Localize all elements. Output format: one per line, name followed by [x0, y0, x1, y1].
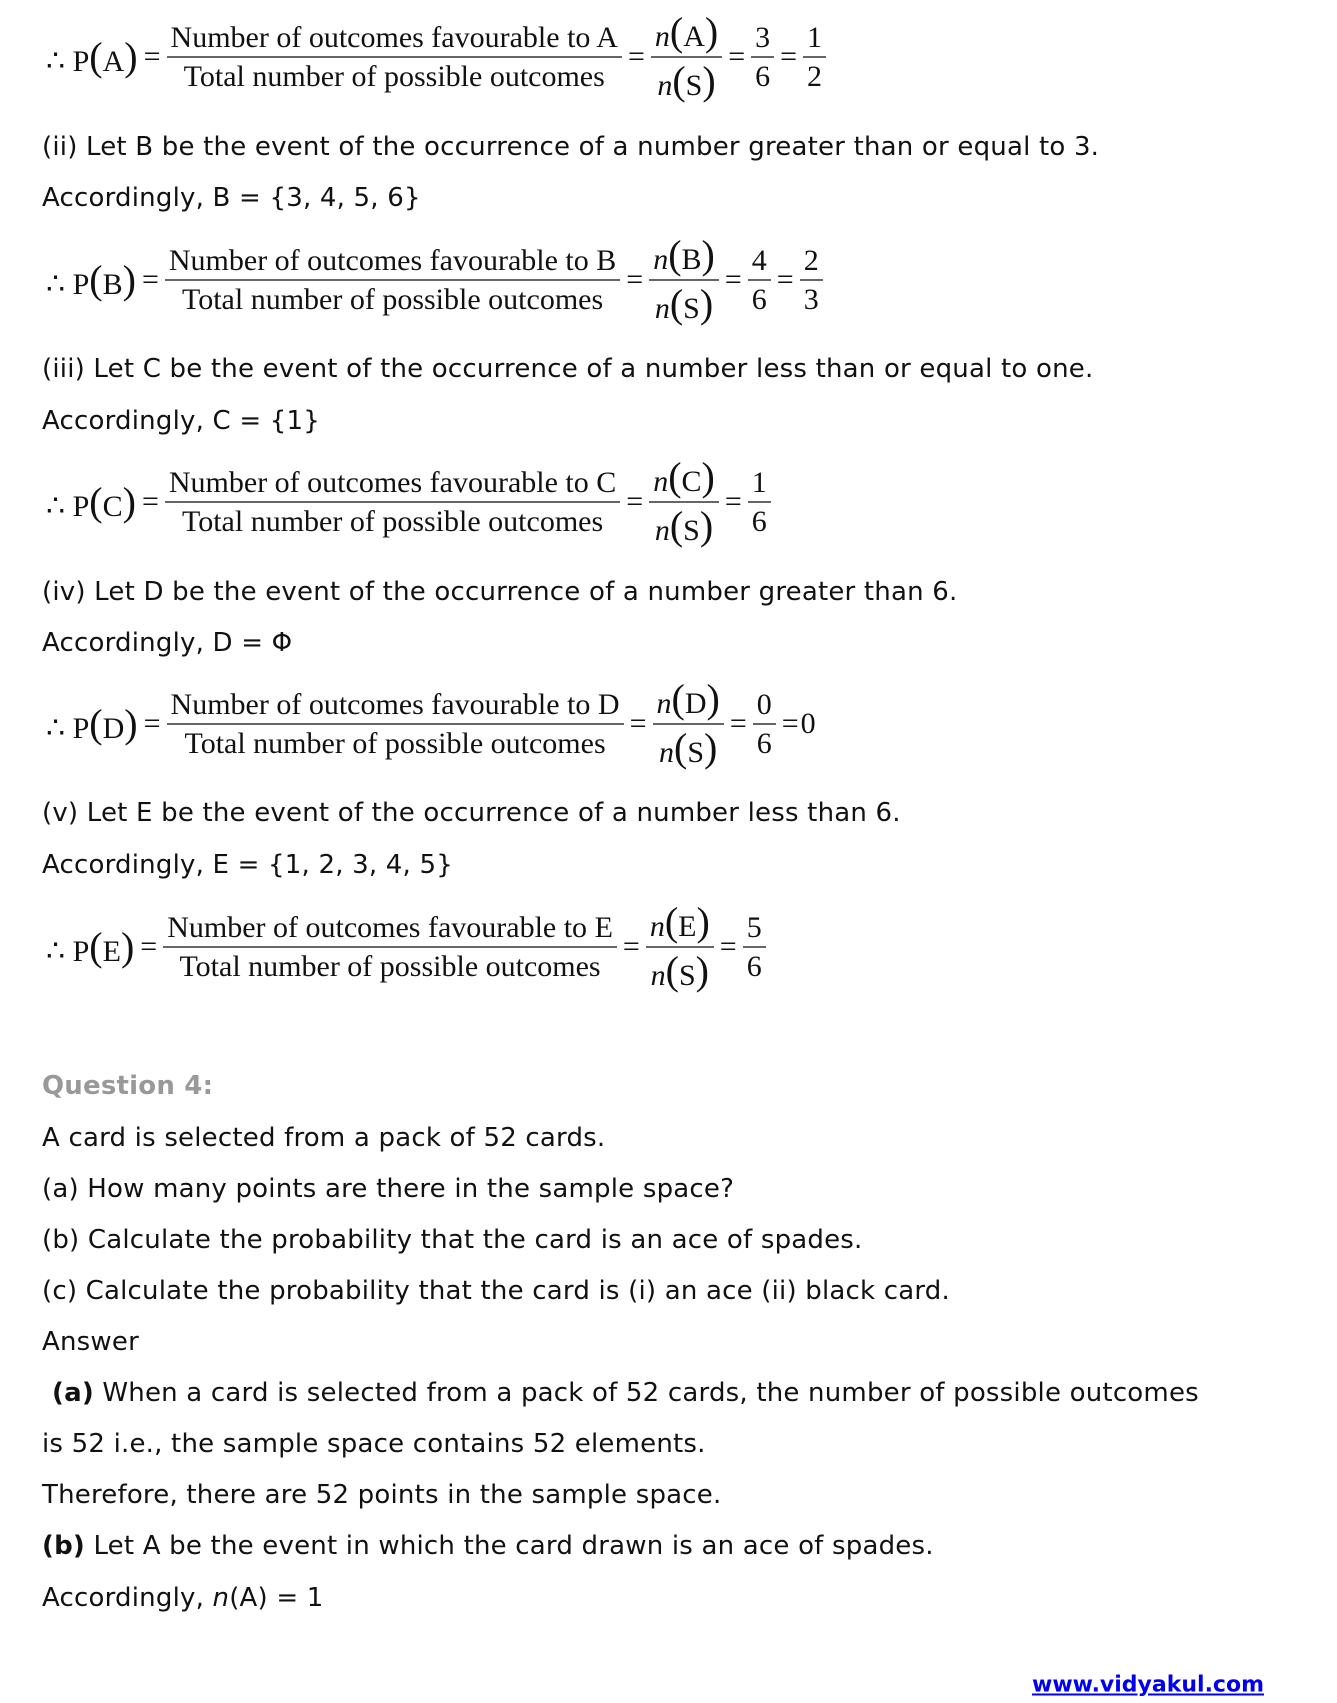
value-denominator: 6: [755, 59, 771, 93]
paren-open: (: [89, 478, 103, 524]
main-fraction: [167, 689, 624, 759]
equals-sign: =: [622, 930, 640, 963]
formula-lhs: [46, 701, 138, 748]
denominator: Total number of possible outcomes: [181, 282, 604, 316]
equals-sign: =: [626, 485, 644, 518]
count-fraction: [653, 675, 724, 770]
n-symbol: n: [653, 242, 669, 276]
numerator: [165, 467, 620, 501]
answer-label: Answer: [42, 1327, 139, 1357]
numerator-event: B: [596, 244, 617, 277]
question-4-heading: Question 4:: [42, 1071, 214, 1101]
numerator-text: Number of outcomes favourable to: [167, 911, 588, 944]
question-stem: A card is selected from a pack of 52 cards.: [42, 1123, 606, 1153]
value-denominator: 2: [807, 59, 823, 93]
part-ii-text: (ii) Let B be the event of the occurrence of a number greater than or equal to 3.: [42, 132, 1100, 162]
equals-sign: =: [729, 707, 747, 740]
n-symbol: n: [653, 464, 669, 498]
paren-close: ): [122, 256, 136, 302]
answer-b-label: (b): [42, 1531, 85, 1561]
equals-sign: =: [776, 263, 794, 296]
count-fraction: [651, 8, 722, 103]
formula-p-c: [46, 453, 775, 548]
formula-p-b: [46, 231, 827, 326]
answer-a-label: (a): [52, 1378, 94, 1408]
formula-lhs: [46, 34, 138, 81]
value-numerator: 1: [807, 21, 823, 54]
n-symbol: n: [656, 686, 672, 720]
paren-close: ): [120, 923, 135, 969]
paren-open: (: [89, 700, 103, 746]
numerator-text: Number of outcomes favourable to: [168, 244, 589, 277]
paren-open: (: [664, 898, 679, 944]
count-numerator: [649, 231, 719, 279]
event-symbol: D: [102, 711, 125, 745]
question-part-a: (a) How many points are there in the sample space?: [42, 1174, 735, 1204]
formula-p-a: [46, 8, 830, 103]
formula-p-e: [46, 898, 770, 993]
count-fraction: [646, 898, 714, 993]
formula-lhs: [46, 257, 136, 304]
paren-open: (: [665, 947, 679, 993]
equals-sign: =: [140, 930, 158, 963]
numerator-event: D: [597, 688, 620, 721]
paren-close: ): [124, 33, 138, 79]
numerator: [163, 912, 617, 946]
answer-a-conclusion: Therefore, there are 52 points in the sample space.: [42, 1480, 722, 1510]
event-symbol: A: [102, 44, 125, 78]
value-denominator: 6: [746, 949, 762, 983]
numerator-event: A: [596, 21, 618, 54]
denominator: Total number of possible outcomes: [183, 59, 605, 93]
equals-sign: =: [626, 263, 644, 296]
paren-close: ): [124, 700, 138, 746]
paren-close: ): [701, 231, 715, 277]
answer-a: [52, 1380, 1199, 1406]
n-symbol: n: [658, 735, 674, 769]
paren-open: (: [89, 923, 103, 969]
n-symbol: n: [654, 513, 670, 547]
sample-space-symbol: S: [685, 68, 703, 102]
paren-close: ): [704, 724, 718, 770]
paren-open: (: [668, 453, 682, 499]
equals-sign: =: [143, 40, 161, 73]
main-fraction: [165, 245, 620, 315]
equals-sign: =: [781, 707, 799, 740]
part-iii-text: (iii) Let C be the event of the occurrence of a number less than or equal to one.: [42, 354, 1094, 384]
event-symbol: C: [102, 489, 123, 523]
accordingly-c: Accordingly, C = {1}: [42, 406, 321, 436]
sample-space-symbol: S: [687, 735, 704, 769]
question-part-b: (b) Calculate the probability that the card is an ace of spades.: [42, 1225, 863, 1255]
main-fraction: [167, 22, 622, 92]
acc-na-suffix: (A) = 1: [229, 1583, 324, 1613]
paren-open: (: [671, 675, 685, 721]
denominator: Total number of possible outcomes: [179, 949, 601, 983]
paren-open: (: [673, 724, 688, 770]
value-denominator: 6: [751, 504, 767, 538]
n-symbol: n: [649, 909, 665, 943]
value-fraction: [800, 245, 823, 315]
numerator-event: C: [596, 466, 617, 499]
equals-sign: =: [141, 485, 159, 518]
therefore-p: ∴ P: [46, 489, 90, 523]
denominator: Total number of possible outcomes: [184, 726, 606, 760]
count-denominator: [651, 281, 717, 326]
acc-na-n: n: [212, 1583, 230, 1613]
count-fraction: [649, 231, 719, 326]
main-fraction: [165, 467, 620, 537]
n-symbol: n: [654, 19, 670, 53]
main-fraction: [163, 912, 617, 982]
sample-space-symbol: S: [683, 513, 700, 547]
equals-sign: =: [724, 263, 742, 296]
event-symbol: A: [683, 19, 705, 53]
paren-open: (: [672, 57, 686, 103]
value-fraction: [753, 689, 776, 759]
sample-space-symbol: S: [678, 958, 696, 992]
therefore-p: ∴ P: [46, 934, 90, 968]
accordingly-d: Accordingly, D = Φ: [42, 628, 293, 658]
equals-sign: =: [143, 707, 161, 740]
part-iv-text: (iv) Let D be the event of the occurrence of a number greater than 6.: [42, 577, 958, 607]
accordingly-n-a: [42, 1585, 324, 1611]
value-numerator: 2: [803, 244, 819, 277]
paren-close: ): [704, 8, 719, 54]
numerator: [167, 689, 624, 723]
n-symbol: n: [654, 291, 670, 325]
paren-open: (: [89, 256, 103, 302]
answer-a-text: When a card is selected from a pack of 52 cards, the number of possible outcomes: [93, 1378, 1199, 1408]
paren-close: ): [706, 675, 720, 721]
event-symbol: B: [102, 267, 123, 301]
paren-close: ): [699, 280, 714, 326]
numerator-text: Number of outcomes favourable to: [170, 21, 591, 54]
count-numerator: [651, 8, 722, 56]
numerator: [165, 245, 620, 279]
numerator-text: Number of outcomes favourable to: [168, 466, 589, 499]
therefore-p: ∴ P: [46, 711, 90, 745]
answer-a-continued: is 52 i.e., the sample space contains 52 elements.: [42, 1429, 706, 1459]
equals-sign: =: [780, 40, 798, 73]
paren-close: ): [696, 898, 710, 944]
value-fraction: [803, 22, 826, 92]
denominator: Total number of possible outcomes: [181, 504, 604, 538]
paren-close: ): [702, 57, 716, 103]
answer-b-text: Let A be the event in which the card drawn is an ace of spades.: [84, 1531, 934, 1561]
paren-close: ): [122, 478, 136, 524]
accordingly-e: Accordingly, E = {1, 2, 3, 4, 5}: [42, 850, 453, 880]
count-numerator: [649, 453, 719, 501]
count-numerator: [646, 898, 714, 946]
equals-sign: =: [724, 485, 742, 518]
value-numerator: 5: [746, 911, 762, 944]
question-part-c: (c) Calculate the probability that the card is (i) an ace (ii) black card.: [42, 1276, 950, 1306]
formula-p-d: [46, 675, 816, 770]
value-fraction: [743, 912, 766, 982]
event-symbol: D: [684, 686, 707, 720]
count-numerator: [653, 675, 724, 723]
result-value: 0: [800, 707, 816, 740]
event-symbol: E: [102, 934, 121, 968]
equals-sign: =: [627, 40, 645, 73]
paren-open: (: [668, 231, 682, 277]
value-denominator: 6: [756, 726, 772, 760]
event-symbol: C: [681, 464, 702, 498]
value-denominator: 3: [803, 282, 819, 316]
therefore-p: ∴ P: [46, 267, 90, 301]
count-fraction: [649, 453, 719, 548]
count-denominator: [651, 503, 717, 548]
therefore-p: ∴ P: [46, 44, 90, 78]
vidyakul-link[interactable]: www.vidyakul.com: [1032, 1672, 1265, 1698]
n-symbol: n: [657, 68, 673, 102]
part-v-text: (v) Let E be the event of the occurrence of a number less than 6.: [42, 798, 901, 828]
value-denominator: 6: [751, 282, 767, 316]
paren-close: ): [695, 947, 709, 993]
n-symbol: n: [650, 958, 666, 992]
count-denominator: [655, 725, 721, 770]
sample-space-symbol: S: [683, 291, 700, 325]
equals-sign: =: [728, 40, 746, 73]
value-fraction: [751, 22, 774, 92]
paren-open: (: [669, 502, 684, 548]
count-denominator: [647, 948, 713, 993]
paren-close: ): [699, 502, 714, 548]
paren-close: ): [701, 453, 715, 499]
formula-lhs: [46, 924, 134, 971]
value-fraction: [748, 467, 771, 537]
equals-sign: =: [141, 263, 159, 296]
event-symbol: B: [681, 242, 702, 276]
formula-lhs: [46, 479, 136, 526]
acc-na-prefix: Accordingly,: [42, 1583, 213, 1613]
equals-sign: =: [719, 930, 737, 963]
event-symbol: E: [678, 909, 697, 943]
value-numerator: 3: [755, 21, 771, 54]
accordingly-b: Accordingly, B = {3, 4, 5, 6}: [42, 183, 421, 213]
numerator: [167, 22, 622, 56]
answer-b: [42, 1533, 934, 1559]
equals-sign: =: [629, 707, 647, 740]
paren-open: (: [669, 8, 684, 54]
value-numerator: 0: [756, 688, 772, 721]
value-numerator: 4: [751, 244, 767, 277]
value-numerator: 1: [751, 466, 767, 499]
count-denominator: [653, 58, 719, 103]
numerator-text: Number of outcomes favourable to: [170, 688, 591, 721]
value-fraction: [748, 245, 771, 315]
numerator-event: E: [594, 911, 613, 944]
paren-open: (: [669, 280, 684, 326]
paren-open: (: [89, 33, 103, 79]
